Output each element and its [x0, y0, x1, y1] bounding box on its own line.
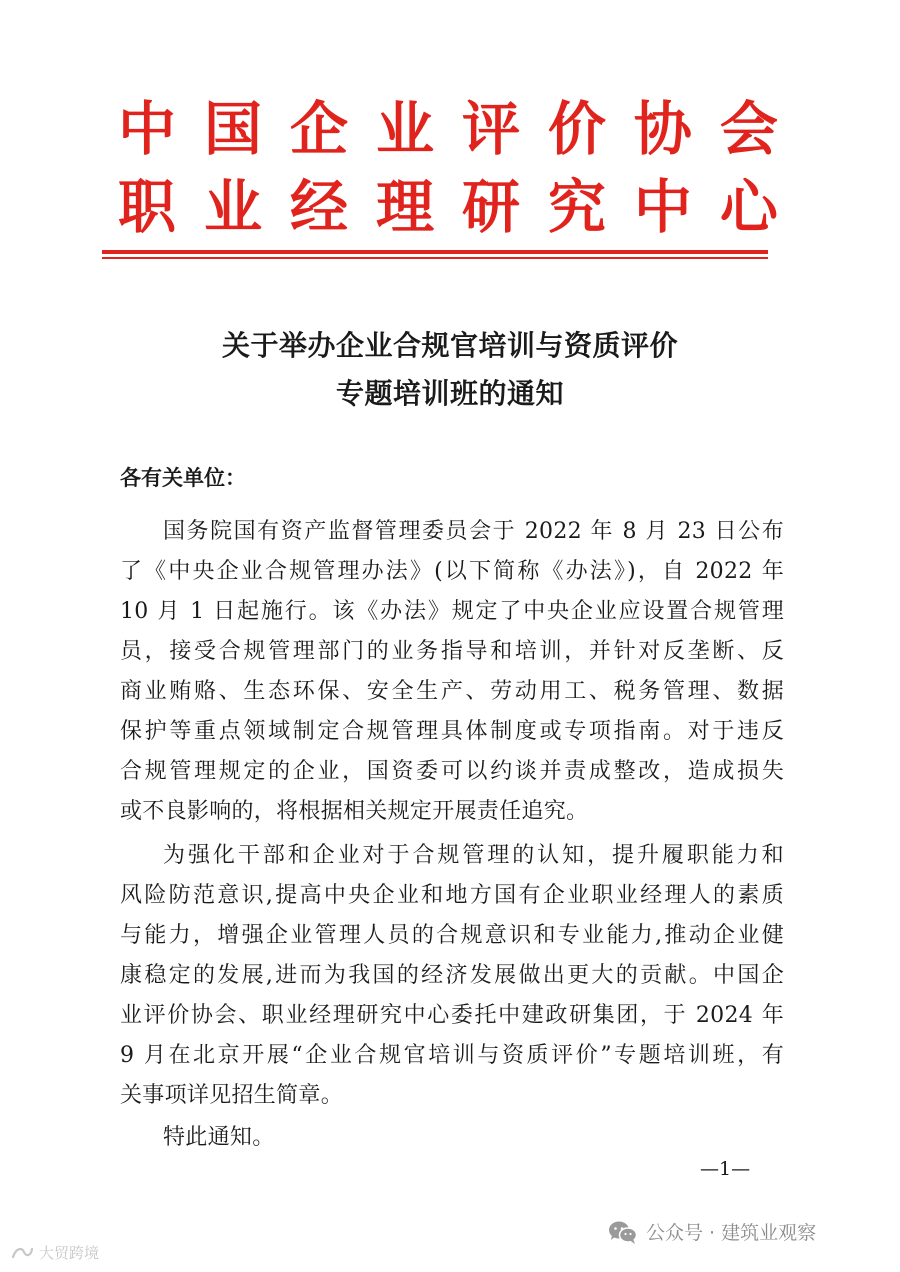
wechat-account-label: 公众号 · 建筑业观察 — [646, 1222, 817, 1244]
org-char: 国 — [203, 95, 262, 163]
org-char: 协 — [633, 95, 692, 163]
org-name-line-2 — [118, 172, 778, 242]
org-char: 企 — [289, 95, 348, 163]
header-divider-thick — [102, 250, 768, 254]
body-line: 合规管理规定的企业，国资委可以约谈并责成整改，造成损失 — [120, 759, 784, 784]
source-watermark — [10, 1242, 99, 1264]
closing-line: 特此通知。 — [163, 1125, 275, 1150]
org-char: 会 — [719, 95, 778, 163]
body-line: 与能力，增强企业管理人员的合规意识和专业能力,推动企业健 — [120, 923, 784, 948]
document-title-line-1: 关于举办企业合规官培训与资质评价 — [221, 329, 678, 362]
body-line: 为强化干部和企业对于合规管理的认知，提升履职能力和 — [163, 843, 784, 868]
body-line: 9 月在北京开展“企业合规官培训与资质评价”专题培训班，有 — [120, 1043, 784, 1068]
wechat-icon — [608, 1220, 638, 1246]
header-divider-thin — [102, 257, 768, 259]
body-line: 10 月 1 日起施行。该《办法》规定了中央企业应设置合规管理 — [120, 599, 784, 624]
link-icon — [10, 1244, 34, 1262]
body-line: 业评价协会、职业经理研究中心委托中建政研集团，于 2024 年 — [120, 1003, 784, 1028]
body-line: 风险防范意识,提高中央企业和地方国有企业职业经理人的素质 — [120, 883, 784, 908]
body-line: 员，接受合规管理部门的业务指导和培训，并针对反垄断、反 — [120, 639, 784, 664]
body-line: 商业贿赂、生态环保、安全生产、劳动用工、税务管理、数据 — [120, 679, 784, 704]
body-line: 了《中央企业合规管理办法》(以下简称《办法》)，自 2022 年 — [120, 559, 784, 584]
salutation: 各有关单位： — [120, 466, 246, 490]
body-line: 或不良影响的，将根据相关规定开展责任追究。 — [120, 799, 589, 824]
body-line: 关事项详见招生简章。 — [120, 1083, 344, 1108]
wechat-watermark — [608, 1218, 816, 1248]
source-label: 大贸跨境 — [39, 1244, 100, 1262]
page-number: —1— — [700, 1158, 751, 1180]
org-char: 职 — [118, 173, 177, 241]
org-char: 价 — [547, 95, 606, 163]
document-title-line-2: 专题培训班的通知 — [335, 377, 564, 410]
org-char: 业 — [203, 173, 262, 241]
org-char: 经 — [289, 173, 348, 241]
org-char: 中 — [118, 95, 177, 163]
org-name-line-1 — [118, 94, 778, 164]
body-line: 康稳定的发展,进而为我国的经济发展做出更大的贡献。中国企 — [120, 963, 784, 988]
body-line: 保护等重点领域制定合规管理具体制度或专项指南。对于违反 — [120, 719, 784, 744]
org-char: 中 — [633, 173, 692, 241]
body-line: 国务院国有资产监督管理委员会于 2022 年 8 月 23 日公布 — [163, 519, 784, 544]
org-char: 业 — [375, 95, 434, 163]
org-char: 研 — [461, 173, 520, 241]
org-char: 心 — [719, 173, 778, 241]
org-char: 究 — [547, 173, 606, 241]
org-char: 理 — [375, 173, 434, 241]
org-char: 评 — [461, 95, 520, 163]
